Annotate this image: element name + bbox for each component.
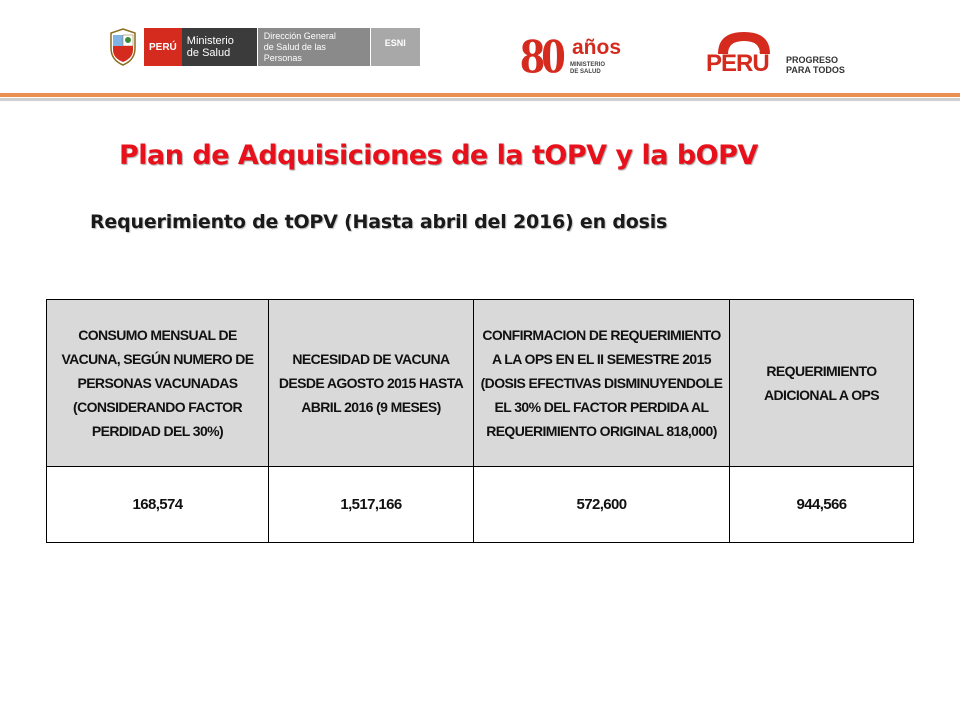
esni-label: ESNI — [370, 28, 420, 66]
peru-progreso-logo — [704, 30, 874, 76]
ministry-label — [182, 28, 257, 66]
anniversary-number: 80 — [520, 27, 562, 83]
slide-title: Plan de Adquisiciones de la tOPV y la bOPV — [119, 140, 758, 171]
header-cell-additional-requirement: REQUERIMIENTO ADICIONAL A OPS — [730, 300, 914, 467]
header-divider-gray — [0, 98, 960, 101]
value-cell-additional-requirement: 944,566 — [730, 467, 914, 543]
requirement-table — [46, 299, 914, 543]
slide-subtitle: Requerimiento de tOPV (Hasta abril del 2016) en dosis — [90, 211, 668, 233]
peru-tag-line1: PROGRESO — [786, 55, 839, 65]
peru-tag-line2: PARA TODOS — [786, 65, 845, 75]
anniversary-word: años — [572, 36, 622, 59]
value-cell-vaccine-need: 1,517,166 — [269, 467, 474, 543]
table-row — [47, 467, 914, 543]
direction-label — [257, 28, 370, 66]
direction-line2: de Salud de las Personas — [263, 41, 326, 63]
peru-word: PERÚ — [706, 50, 769, 77]
table-header-row — [47, 300, 914, 467]
value-cell-monthly-consumption: 168,574 — [47, 467, 269, 543]
header-cell-vaccine-need: NECESIDAD DE VACUNA DESDE AGOSTO 2015 HASTA ABRIL 2016 (9 MESES) — [269, 300, 474, 467]
anniversary-logo — [514, 28, 622, 84]
peru-coat-of-arms-icon — [108, 28, 138, 66]
header-cell-ops-confirmation: CONFIRMACION DE REQUERIMIENTO A LA OPS EN EL II SEMESTRE 2015 (DOSIS EFECTIVAS DISMINUYENDOLE EL 30% DEL FACTOR PERDIDA AL REQUERIMIENTO ORIGINAL 818,000) — [474, 300, 730, 467]
anniversary-subtext — [570, 62, 605, 76]
header-cell-monthly-consumption: CONSUMO MENSUAL DE VACUNA, SEGÚN NUMERO DE PERSONAS VACUNADAS (CONSIDERANDO FACTOR PERDIDAD DEL 30%) — [47, 300, 269, 467]
ministry-line2: de Salud — [186, 47, 231, 59]
value-cell-ops-confirmation: 572,600 — [474, 467, 730, 543]
peru-label: PERÚ — [144, 28, 182, 66]
anniversary-sub-line2: DE SALUD — [570, 69, 601, 75]
anniversary-sub-line1: MINISTERIO — [570, 62, 606, 68]
direction-line1: Dirección General — [263, 30, 336, 41]
peru-tagline — [786, 55, 845, 75]
header-divider-orange — [0, 93, 960, 97]
ministry-line1: Ministerio — [186, 35, 234, 47]
minsa-logo — [108, 28, 420, 66]
